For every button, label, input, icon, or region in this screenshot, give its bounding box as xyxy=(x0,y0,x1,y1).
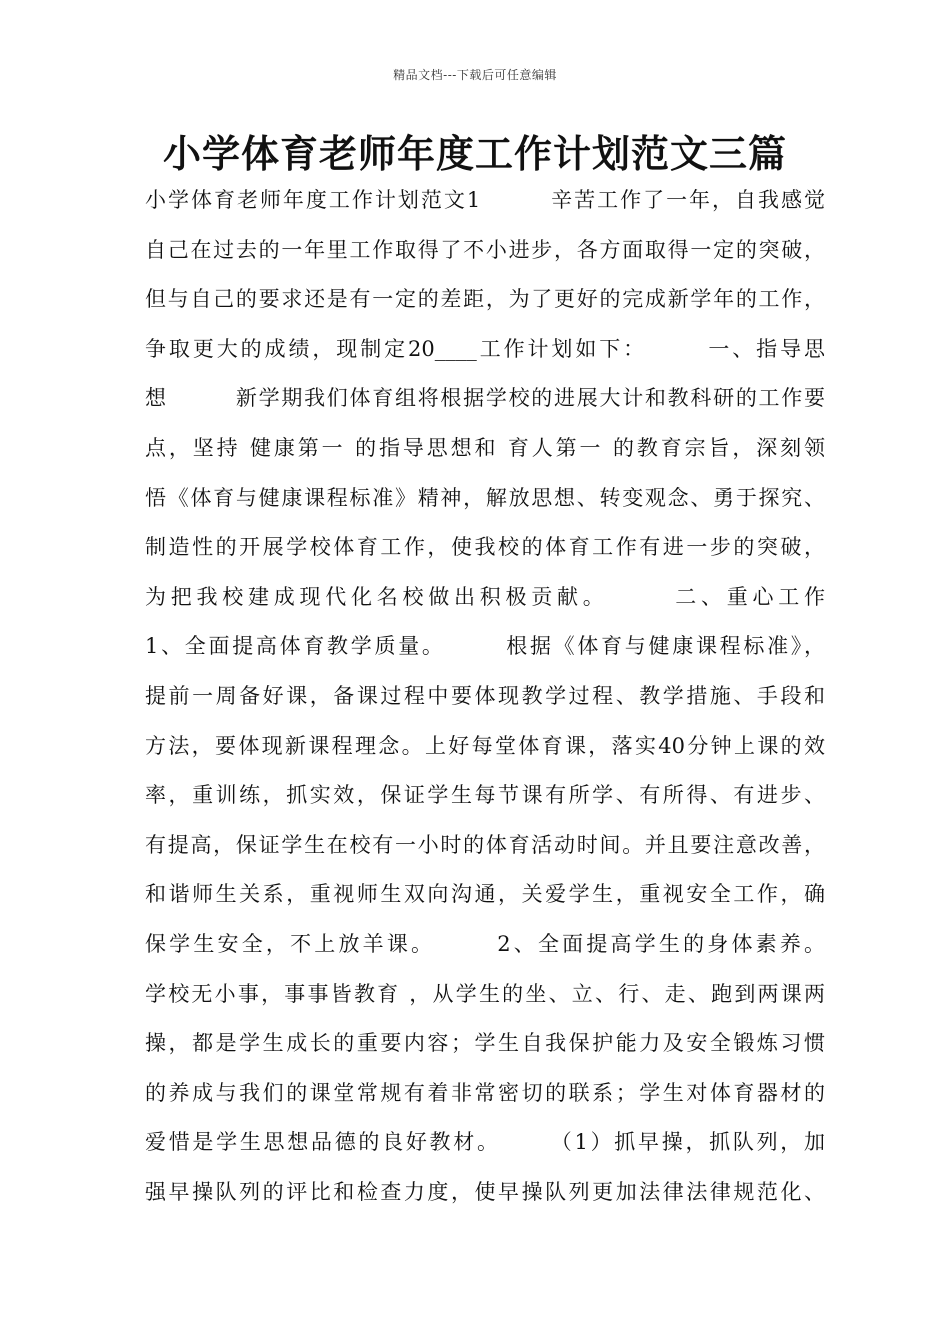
body-text xyxy=(145,176,825,1217)
text-line: 想 新学期我们体育组将根据学校的进展大计和教科研的工作要 xyxy=(145,386,825,411)
text-line: 悟《体育与健康课程标准》精神，解放思想、转变观念、勇于探究、 xyxy=(145,485,825,510)
text-line: 提前一周备好课，备课过程中要体现教学过程、教学措施、手段和 xyxy=(145,683,825,708)
text-line: 争取更大的成绩，现制定20____工作计划如下： 一、指导思 xyxy=(145,336,825,361)
text-line: 学校无小事，事事皆教育 ，从学生的坐、立、行、走、跑到两课两 xyxy=(145,981,825,1006)
header-note: 精品文档---下载后可任意编辑 xyxy=(393,68,557,82)
text-line: 爱惜是学生思想品德的良好教材。 （1）抓早操，抓队列，加 xyxy=(145,1130,825,1155)
text-line: 自己在过去的一年里工作取得了不小进步，各方面取得一定的突破， xyxy=(145,237,825,262)
text-line: 强早操队列的评比和检查力度，使早操队列更加法律法律规范化、 xyxy=(145,1179,825,1204)
text-line: 率，重训练，抓实效，保证学生每节课有所学、有所得、有进步、 xyxy=(145,783,825,808)
text-line: 为把我校建成现代化名校做出积极贡献。 二、重心工作 xyxy=(145,584,825,609)
text-line: 保学生安全，不上放羊课。 2、全面提高学生的身体素养。 xyxy=(145,931,825,956)
text-line: 的养成与我们的课堂常规有着非常密切的联系；学生对体育器材的 xyxy=(145,1080,825,1105)
text-line: 但与自己的要求还是有一定的差距，为了更好的完成新学年的工作， xyxy=(145,287,825,312)
text-line: 制造性的开展学校体育工作，使我校的体育工作有进一步的突破， xyxy=(145,535,825,560)
text-line: 小学体育老师年度工作计划范文1 辛苦工作了一年，自我感觉 xyxy=(145,188,825,212)
text-line: 和谐师生关系，重视师生双向沟通，关爱学生，重视安全工作，确 xyxy=(145,882,825,907)
text-line: 1、全面提高体育教学质量。 根据《体育与健康课程标准》， xyxy=(145,634,825,659)
document-title: 小学体育老师年度工作计划范文三篇 xyxy=(162,131,787,176)
text-line: 方法，要体现新课程理念。上好每堂体育课，落实40分钟上课的效 xyxy=(145,733,825,758)
text-line: 操，都是学生成长的重要内容；学生自我保护能力及安全锻炼习惯 xyxy=(145,1031,825,1056)
text-line: 点，坚持 健康第一 的指导思想和 育人第一 的教育宗旨，深刻领 xyxy=(145,435,825,460)
text-line: 有提高，保证学生在校有一小时的体育活动时间。并且要注意改善， xyxy=(145,832,825,857)
